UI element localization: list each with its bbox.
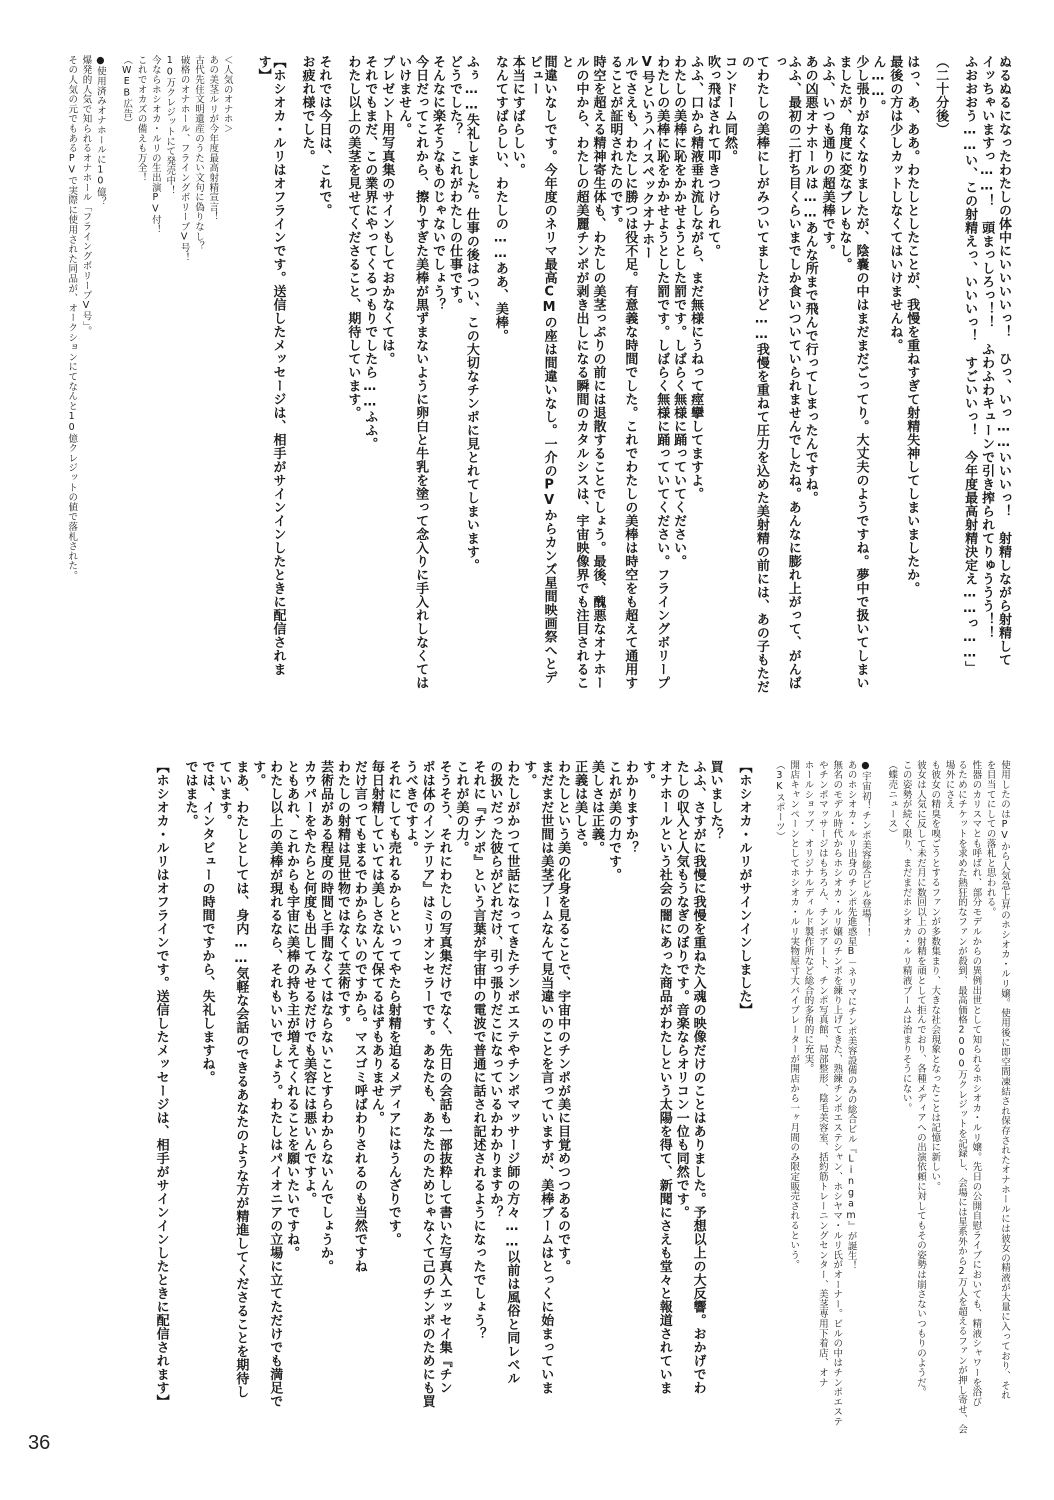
bottom-news-line: この姿勢が続く限り、まだまだホシオカ・ルリ精液ブームは治まりそうにない。	[900, 760, 912, 1113]
bottom-news-line: ●宇宙初！チンポ美容総合ビル登場！！	[859, 760, 871, 938]
top-main-line: お疲れ様でした。	[299, 55, 315, 163]
top-main-line: ましたが、角度に変なブレもなし。	[836, 55, 852, 271]
bottom-main-line: す。	[250, 760, 266, 787]
top-ad-text	[63, 55, 233, 695]
top-ad-line: ＜人気のオナホ＞	[221, 55, 233, 134]
top-main-line: 時空を超える精神寄生体も、わたしの美茎っぷりの前には退散することでしょう。最後、醜悪なオナホー	[590, 55, 606, 690]
bottom-main-line: カウパーをやたらと何度も出してみせるだけでも美容には悪いんですよ。	[301, 760, 317, 1206]
top-main-line	[285, 55, 297, 695]
top-main-line	[918, 55, 930, 695]
top-main-line: そんなに楽そうなものじゃないでしょう？	[430, 55, 445, 312]
bottom-news-line: るためにチケットを求めた熱狂的なファンが殺到、最高価格2000万クレジットを記録し、会場には星系外から2万人を超えるファンが押し寄せ、会場外にさえ	[943, 760, 967, 1434]
bottom-main-line: の扱いだった彼らがどれだけ、引っ張りだこになっているかわかりますか？	[487, 760, 503, 1219]
bottom-main-line: これが美の力。	[453, 760, 469, 855]
bottom-news-line: 使用したのはPVから人気急上昇のホシオカ・ルリ嬢。使用後に即空間凍結され保存されたオナホールには彼女の精液が大量に入っており、それ	[999, 760, 1010, 1400]
top-main-line: ルの中から、わたしの超美麗チンポが剥き出しになる瞬間のカタルシスは、宇宙映像界でも注目されること	[558, 55, 589, 690]
bottom-main-line: では、インタビューの時間ですから、失礼しますね。	[199, 760, 215, 1084]
top-main-line: ぬるぬるになったわたしの体中にいいいいっ！ ひっ、いっ……いいいっ！ 射精しながら射精して	[996, 55, 1011, 667]
top-main-line: ふふ、最初の二打ち目くらいまでしか食いついていられませんでしたね。あんなに膨れ上がって、がんばっ	[770, 55, 801, 690]
top-main-line: コンドーム同然。	[721, 55, 737, 163]
bottom-main-line: 【ホシオカ・ルリがサインインしました】	[736, 760, 752, 1017]
top-main-line: ん……。	[870, 55, 886, 113]
bottom-main-line: ています。	[216, 760, 232, 828]
bottom-main-line: す。	[639, 760, 655, 787]
bottom-main-line: オナホールという社会の闇にあった商品がわたしという太陽を得て、新聞にさえも堂々と報道されていま	[656, 760, 672, 1395]
top-ad-line: あの美茎ルリが今年度最高射精宣言！	[207, 55, 219, 222]
top-main-line: （二十分後）	[933, 55, 949, 136]
top-ad-line: 10万クレジットにて発売中！	[164, 55, 176, 196]
bottom-news-line: を目当てにしての落札と思われる。	[984, 760, 996, 917]
top-ad-line: 今ならホシオカ・ルリの生出演PV付！	[149, 55, 161, 235]
top-main-line: ふぅ……失礼しました。仕事の後はつい、この大切なチンポに見とれてしまいます。	[463, 55, 479, 572]
bottom-news-line: （蝶売ニュース）	[886, 760, 898, 839]
bottom-section	[70, 760, 1010, 1440]
top-main-line: 間違いなしです。今年度のネリマ最高CMの座は間違いなし。一介のPVからカンズ星間映画祭へとデビュー	[526, 55, 557, 684]
top-main-line	[947, 55, 959, 695]
bottom-main-line: わたしの射精は見世物ではなくて芸術です。	[334, 760, 350, 1030]
bottom-main-line: 毎日射精していては美しさなんて保てるはずもありません。	[368, 760, 384, 1125]
top-section	[66, 55, 1011, 695]
bottom-main-line: 芸術品がある程度の時間と手間なくてはならないことすらわからないんでしょうか。	[318, 760, 333, 1273]
bottom-news-line: も彼女の精臭を嗅ごうとするファンが多数集まり、大きな社会現象となったことは記憶に新しい。	[929, 760, 941, 1192]
bottom-news-line: 性器のカリスマとも呼ばれ、部分モデルからの異例出世として知られるホシオカ・ルリ嬢。先日の公開自慰ライブにおいても、精液シャワーを浴び	[970, 760, 982, 1407]
top-main-line: 本当にすばらしい。	[509, 55, 525, 177]
page-number: 36	[28, 1432, 51, 1454]
bottom-main-line	[168, 760, 180, 1440]
top-main-line: 最後の方は少しカットしなくてはいけませんね。	[887, 55, 903, 352]
top-main-line: ふふ、いつも通りの超美棒です。	[819, 55, 835, 258]
bottom-news-line: 開店キャンペーンとしてホシオカ・ルリ実物原寸大バイブレーターが開店から一ヶ月間のみ限定販売されるという。	[788, 760, 800, 1270]
bottom-main-line: ポは体のインテリア』はミリオンセラーです。あなたも、あなたのためじゃなくて己のチンポのためにも買	[419, 760, 435, 1408]
bottom-news-line: やチンポマッサージはもちろん、チンポアート、チンポ写真館、局部整形、陰毛美容室、括約筋トレーニングセンター、美茎専用下着店、オナ	[816, 760, 828, 1388]
bottom-main-line: わかりますか？	[622, 760, 638, 855]
bottom-main-line: わたし以上の美棒が現れるなら、それもいいでしょう。わたしはパイオニアの立場に立てただけでも満足で	[267, 760, 283, 1408]
top-main-line: どうでした？ これがわたしの仕事です。	[446, 55, 462, 312]
bottom-main-text	[151, 760, 751, 1440]
top-main-line: 吹っ飛ばされて叩きつけられて。	[705, 55, 720, 258]
top-main-line: なんてすばらしい、わたしの……ああ、美棒。	[492, 55, 508, 343]
top-ad-line: 爆発的人気で知られるオナホール「フライングボリープV号」。	[80, 55, 92, 336]
top-ad-line	[106, 55, 118, 695]
bottom-main-line: まだまだ世間は美茎ブームなんて見当違いのことを言っていますが、美棒ブームはとっくに始まっていま	[538, 760, 554, 1395]
bottom-main-line: それに『チンポ』という言葉が宇宙中の電波で普通に話され記述されるようになったでしょう？	[470, 760, 486, 1341]
bottom-main-line: わたしがかつて世話になってきたチンポエステやチンポマッサージ師の方々……以前は風俗と同レベル	[504, 760, 520, 1385]
top-main-line: はっ、あ、ああ。わたしとしたことが、我慢を重ねすぎて射精失神してしまいましたか。	[904, 55, 920, 595]
top-ad-line: 古代先住文明遺産のうたい文句に偽りなし？	[192, 55, 204, 251]
bottom-main-line: ともあれ、これからも宇宙に美棒の持ち主が増えてくれることを願いたいですね。	[284, 760, 300, 1260]
top-main-line: あの凶悪オナホールは……あんな所まで飛んで行ってしまったんですね。	[802, 55, 818, 505]
top-main-line: わたし以上の美茎を見せてくださること、期待しています。	[345, 55, 361, 420]
bottom-news-line: 彼女は人気に反して未だ月に数回以上の射精を頑として拒んでおり、各種メディアへの出演依頼に対してもその姿勢は崩さないつもりのようだ。	[914, 760, 926, 1397]
top-main-line: ふふ、口から精液垂れ流しながら、まだ無様にうねって痙攣してますよ。	[688, 55, 704, 501]
bottom-main-line	[722, 760, 734, 1440]
bottom-main-line: 買いました？	[707, 760, 723, 841]
bottom-main-line: ふふ、さすがに我慢に我慢を重ねた入魂の映像だけのことはありました。予想以上の大反響。おかげでわ	[690, 760, 706, 1395]
bottom-news-line: ホールショップ、オリジナルディルド製作所など総合的多角的に充実。	[802, 760, 814, 1074]
bottom-main-line: たしの収入と人気もうなぎのぼりです。音楽ならオリコン一位も同然です。	[673, 760, 689, 1219]
top-main-line: ふおおおう……い、この射精えっ、いいいっ！ すごいいっ！ 今年度最高射精決定え……っ……」	[962, 55, 978, 675]
top-main-line: それでもまだ、この業界にやってくるつもりでしたら……ふふ。	[362, 55, 378, 451]
top-main-line: それでは今日は、これで。	[316, 55, 332, 217]
top-main-line: 今日だってこれから、擦りすぎた美棒が黒ずまないように卵白と牛乳を塗って念入りに手入れしなくては	[413, 55, 429, 690]
bottom-main-line: 正義は美しさ。	[572, 760, 588, 855]
top-main-line	[478, 55, 490, 695]
bottom-main-line: だけ言ってもまるでわからないのですから。マスゴミ呼ばわりされるのも当然ですね	[351, 760, 367, 1273]
top-ad-line: これでオカズの備えも万全！	[135, 55, 147, 183]
bottom-main-line: す。	[521, 760, 537, 787]
bottom-news-text	[771, 760, 1011, 1440]
bottom-main-line: 【ホシオカ・ルリはオフラインです。送信したメッセージは、相手がサインインしたときに配信されます】	[153, 760, 169, 1408]
bottom-news-line: 無名のモデル時代からホシオカ・ルリ嬢のチンポを練り上げてきた、熟練チンポエステシャン、ホシヤマ・ルリ氏がオーナー。ビルの中はチンポエステ	[831, 760, 843, 1427]
top-main-line: ルでさえも、わたしに勝つは役不足。有意義な時間でした。これでわたしの美棒は時空をも超えて通用することが証明されたのです。	[607, 55, 638, 690]
top-main-line	[330, 55, 342, 695]
top-ad-line: 破格のオナホール、フライングボリープV号！	[178, 55, 190, 263]
top-main-line: わたしの美棒に恥をかかせようとした罰です。しばらく無様に踊っていてください。	[671, 55, 687, 568]
top-main-line: てわたしの美棒にしがみついてましたけど……我慢を重ねて圧力を込めた美射精の前には、あの子もただの	[738, 55, 769, 694]
top-ad-line: その人気の元でもあるPVで実際に使用された同品が、オークションにてなんと10億クレジットの値で落札された。	[66, 55, 78, 581]
top-main-line: いけません。	[396, 55, 412, 136]
bottom-main-line: ではまた。	[182, 760, 198, 828]
top-main-line: イッちゃいますっ……！ 頭まっしろっ！！ ふわふわキューンで引き搾られてりゅううう！！	[979, 55, 995, 640]
top-main-line: 【ホシオカ・ルリはオフラインです。送信したメッセージは、相手がサインインしたときに配信されます】	[255, 55, 286, 676]
top-main-line: 少し張りがなくなりましたが、陰嚢の中はまだまだごってり。大丈夫のようですね。夢中で扱いてしまい	[853, 55, 869, 690]
top-main-line: プレゼント用写真集のサインもしておかなくては。	[379, 55, 395, 366]
top-ad-line: （WEB広告）	[121, 55, 133, 129]
bottom-main-line: これが美の力です。	[605, 760, 621, 882]
bottom-main-line: わたしという美の化身を見ることで、宇宙中のチンポが美に目覚めつつあるのです。	[555, 760, 571, 1273]
bottom-news-line	[871, 760, 883, 1440]
bottom-main-line: 美しさは正義。	[589, 760, 604, 855]
bottom-main-line: そうそう、それにわたしの写真集だけでなく、先日の会話も一部抜粋して書いた写真入エッセイ集『チン	[436, 760, 452, 1395]
bottom-news-line: あのホシオカ・ルリ出身のチンポ先進惑星B－ネリマにチンポ美容設備のみの総合ビル『Lingam』が誕生！	[845, 760, 857, 1271]
top-main-text	[253, 55, 1010, 695]
bottom-main-line: うべきですよ。	[402, 760, 418, 855]
top-ad-line: ●使用済みオナホールに10億？	[94, 55, 106, 207]
bottom-main-line: まあ、わたしとしては、身内……気軽な会話のできるあなたのような方が精進してくださることを期待し	[233, 760, 249, 1399]
top-main-line: わたしの美棒に恥をかかせようとした罰です。しばらく無様に踊っていてください。フライングボリープV号というハイスペックオナホー	[639, 55, 670, 690]
bottom-news-line: （3Kスポーツ）	[773, 760, 785, 842]
bottom-main-line: それにしても売れるからといってやたら射精を迫るメディアにはうんざりです。	[385, 760, 401, 1246]
